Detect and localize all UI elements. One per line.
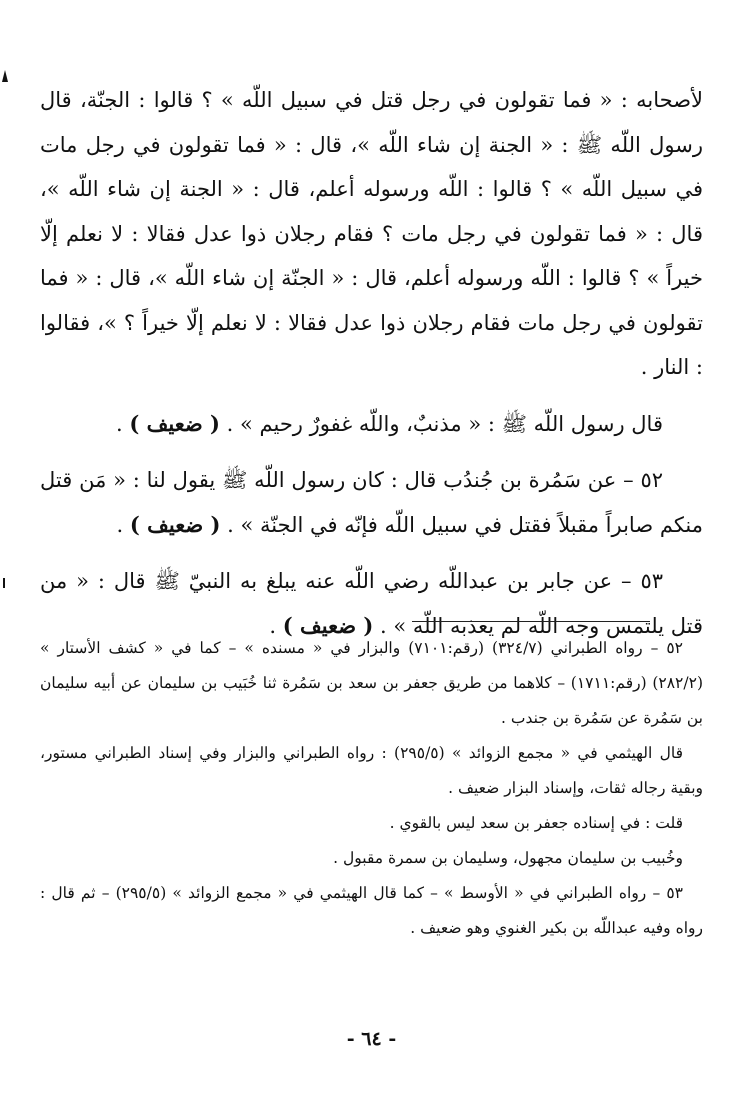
footnotes	[40, 631, 703, 946]
margin-mark	[2, 70, 8, 82]
footnote-52-comment: قلت : في إسناده جعفر بن سعد ليس بالقوي .	[389, 814, 683, 832]
end-dot: .	[269, 613, 283, 638]
grade-label: ( ضعيف )	[129, 511, 221, 537]
main-text	[40, 78, 703, 648]
hadith-53-text: ٥٣ – عن جابر بن عبداللّه رضي اللّه عنه يبلغ به النبيّ ﷺ قال : « من قتل يلتمس وجه اللّه لم يعذبه اللّه » .	[40, 569, 703, 638]
footnote-divider	[412, 621, 650, 622]
footnote-52-narrators: وخُبيب بن سليمان مجهول، وسليمان بن سمرة مقبول .	[333, 849, 683, 867]
hadith-ending-text: قال رسول اللّه ﷺ : « مذنبٌ، واللّه غفورٌ رحيم » .	[226, 411, 663, 436]
end-dot: .	[116, 411, 130, 436]
margin-mark	[3, 578, 5, 588]
footnote-52: ٥٢ – رواه الطبراني (٣٢٤/٧) (رقم:٧١٠١) والبزار في « مسنده » – كما في « كشف الأستار » (٢٨٢/٢) (رقم:١٧١١) – كلاهما من طريق جعفر بن سعد بن سَمُرة ثنا خُبَيب بن سليمان عن أبيه سليمان بن سَمُرة عن سَمُرة بن جندب .	[40, 639, 703, 727]
hadith-ending	[40, 402, 703, 447]
grade-label: ( ضعيف )	[129, 410, 220, 436]
page-number: - ٦٤ -	[346, 1028, 397, 1050]
end-dot: .	[116, 512, 130, 537]
grade-label: ( ضعيف )	[282, 612, 374, 638]
footnote-52-haythami: قال الهيثمي في « مجمع الزوائد » (٢٩٥/٥) : رواه الطبراني والبزار وفي إسناد الطبراني مستور، وبقية رجاله ثقات، وإسناد البزار ضعيف .	[40, 744, 703, 797]
footnote-53: ٥٣ – رواه الطبراني في « الأوسط » – كما قال الهيثمي في « مجمع الزوائد » (٢٩٥/٥) – ثم قال : رواه وفيه عبداللّه بن بكير الغنوي وهو ضعيف .	[40, 884, 703, 937]
hadith-continuation: لأصحابه : « فما تقولون في رجل قتل في سبيل اللّه » ؟ قالوا : الجنّة، قال رسول اللّه ﷺ : « الجنة إن شاء اللّه »، قال : « فما تقولون في رجل مات في سبيل اللّه » ؟ قالوا : اللّه ورسوله أعلم، قال : « الجنة إن شاء اللّه »، قال : « فما تقولون في رجل مات ؟ فقام رجلان ذوا عدل فقالا : لا نعلم إلّا خيراً » ؟ قالوا : اللّه ورسوله أعلم، قال : « الجنّة إن شاء اللّه »، قال : « فما تقولون في رجل مات فقام رجلان ذوا عدل فقالا : لا نعلم إلّا خيراً ؟ »، فقالوا : النار .	[40, 88, 703, 379]
hadith-52	[40, 458, 703, 547]
hadith-52-text: ٥٢ – عن سَمُرة بن جُندُب قال : كان رسول اللّه ﷺ يقول لنا : « مَن قتل منكم صابراً مقبلاً فقتل في سبيل اللّه فإنّه في الجنّة » .	[40, 468, 703, 537]
